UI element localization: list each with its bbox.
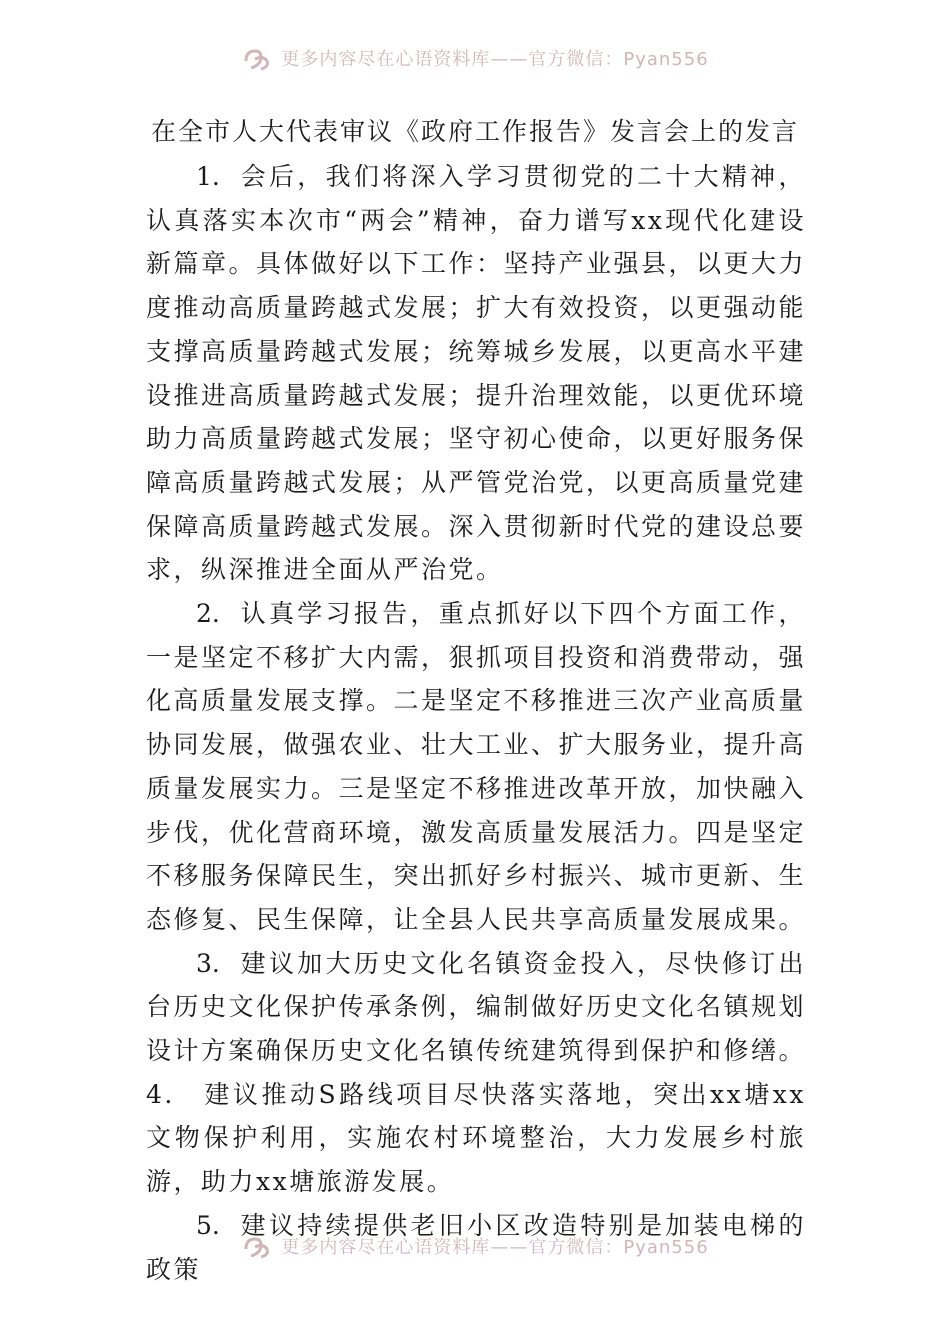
document-body xyxy=(146,155,806,1291)
paragraph-number: 2. xyxy=(196,599,220,629)
logo-icon xyxy=(241,1231,271,1261)
paragraph-3 xyxy=(146,942,806,1204)
watermark-header xyxy=(0,38,950,78)
watermark-text: 更多内容尽在心语资料库——官方微信：Pyan556 xyxy=(281,1237,709,1258)
paragraph-text: 建议加大历史文化名镇资金投入，尽快修订出台历史文化保护传承条例，编制做好历史文化名镇规划设计方案确保历史文化名镇传统建筑得到保护和修缮。4. 建议推动S路线项目尽快落实落地，突出xx塘xx文物保护利用，实施农村环境整治，大力发展乡村旅游，助力xx塘旅游发展。 xyxy=(146,948,807,1197)
paragraph-text: 建议持续提供老旧小区改造特别是加装电梯的政策 xyxy=(146,1210,806,1284)
watermark-text: 更多内容尽在心语资料库——官方微信：Pyan556 xyxy=(281,49,709,70)
paragraph-number: 1. xyxy=(196,162,220,191)
logo-icon xyxy=(241,43,271,73)
paragraph-number: 5. xyxy=(196,1210,220,1240)
paragraph-1 xyxy=(146,155,806,592)
paragraph-2 xyxy=(146,592,806,942)
paragraph-number: 3. xyxy=(196,948,220,978)
paragraph-text: 认真学习报告，重点抓好以下四个方面工作，一是坚定不移扩大内需，狠抓项目投资和消费带动，强化高质量发展支撑。二是坚定不移推进三次产业高质量协同发展，做强农业、壮大工业、扩大服务业，提升高质量发展实力。三是坚定不移推进改革开放，加快融入步伐，优化营商环境，激发高质量发展活力。四是坚定不移服务保障民生，突出抓好乡村振兴、城市更新、生态修复、民生保障，让全县人民共享高质量发展成果。 xyxy=(146,599,807,934)
paragraph-text: 会后，我们将深入学习贯彻党的二十大精神，认真落实本次市“两会”精神，奋力谱写xx现代化建设新篇章。具体做好以下工作：坚持产业强县，以更大力度推动高质量跨越式发展；扩大有效投资，以更强动能支撑高质量跨越式发展；统筹城乡发展，以更高水平建设推进高质量跨越式发展；提升治理效能，以更优环境助力高质量跨越式发展；坚守初心使命，以更好服务保障高质量跨越式发展；从严管党治党，以更高质量党建保障高质量跨越式发展。深入贯彻新时代党的建设总要求，纵深推进全面从严治党。 xyxy=(146,162,807,585)
watermark-footer xyxy=(0,1226,950,1266)
document-title: 在全市人大代表审议《政府工作报告》发言会上的发言 xyxy=(150,117,799,146)
